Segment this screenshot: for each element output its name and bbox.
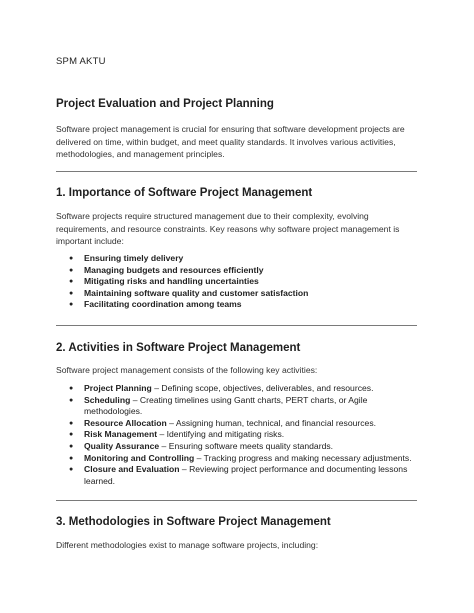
bullet-icon: ● xyxy=(69,431,74,439)
list-item: ● Managing budgets and resources efficiently xyxy=(69,264,264,275)
list-item: ● Resource Allocation – Assigning human, technical, and financial resources. xyxy=(69,417,377,428)
bullet-icon: ● xyxy=(69,266,74,274)
section-2-paragraph: Software project management consists of the following key activities: xyxy=(56,365,318,375)
bullet-icon: ● xyxy=(69,301,74,309)
list-item: ● Ensuring timely delivery xyxy=(69,253,184,263)
bullet-icon: ● xyxy=(69,289,74,297)
section-divider xyxy=(56,500,417,501)
bullet-icon: ● xyxy=(69,466,74,474)
section-divider xyxy=(56,171,417,172)
section-1-bullet-list xyxy=(56,253,418,311)
document-title: Project Evaluation and Project Planning xyxy=(56,98,274,110)
section-divider xyxy=(56,325,417,326)
list-item: ● Quality Assurance – Ensuring software meets quality standards. xyxy=(69,440,334,451)
list-item: ● Facilitating coordination among teams xyxy=(69,299,242,310)
bullet-icon: ● xyxy=(69,419,74,427)
list-item: ● Maintaining software quality and customer satisfaction xyxy=(69,287,309,298)
list-item: ● Monitoring and Controlling – Tracking progress and making necessary adjustments. xyxy=(69,452,412,463)
list-item: ● Project Planning – Defining scope, objectives, deliverables, and resources. xyxy=(69,383,374,393)
section-1-heading: 1. Importance of Software Project Management xyxy=(56,187,313,199)
bullet-icon: ● xyxy=(69,255,74,262)
section-3-heading: 3. Methodologies in Software Project Management xyxy=(56,516,331,528)
section-2-heading: 2. Activities in Software Project Management xyxy=(56,342,301,354)
section-2-activity-list xyxy=(56,383,418,487)
bullet-icon: ● xyxy=(69,442,74,450)
bullet-icon: ● xyxy=(69,396,74,404)
list-item: ● Risk Management – Identifying and mitigating risks. xyxy=(69,429,285,440)
list-item: ● Scheduling – Creating timelines using Gantt charts, PERT charts, or Agile methodologies. xyxy=(69,394,368,417)
list-item: ● Mitigating risks and handling uncertainties xyxy=(69,276,259,287)
bullet-icon: ● xyxy=(69,278,74,286)
bullet-icon: ● xyxy=(69,454,74,462)
section-3-paragraph: Different methodologies exist to manage software projects, including: xyxy=(56,540,319,550)
bullet-icon: ● xyxy=(69,385,74,392)
section-1-paragraph: Software projects require structured management due to their complexity, evolving requirements, and resource constraints. Key reasons why software project management is important include: xyxy=(56,211,400,247)
list-item: ● Closure and Evaluation – Reviewing project performance and documenting lessons learned. xyxy=(69,464,408,486)
intro-paragraph: Software project management is crucial for ensuring that software development projects are delivered on time, within budget, and meet quality standards. It involves various activities, methodologies, and management principles. xyxy=(56,124,405,160)
page-header: SPM AKTU xyxy=(56,56,106,67)
